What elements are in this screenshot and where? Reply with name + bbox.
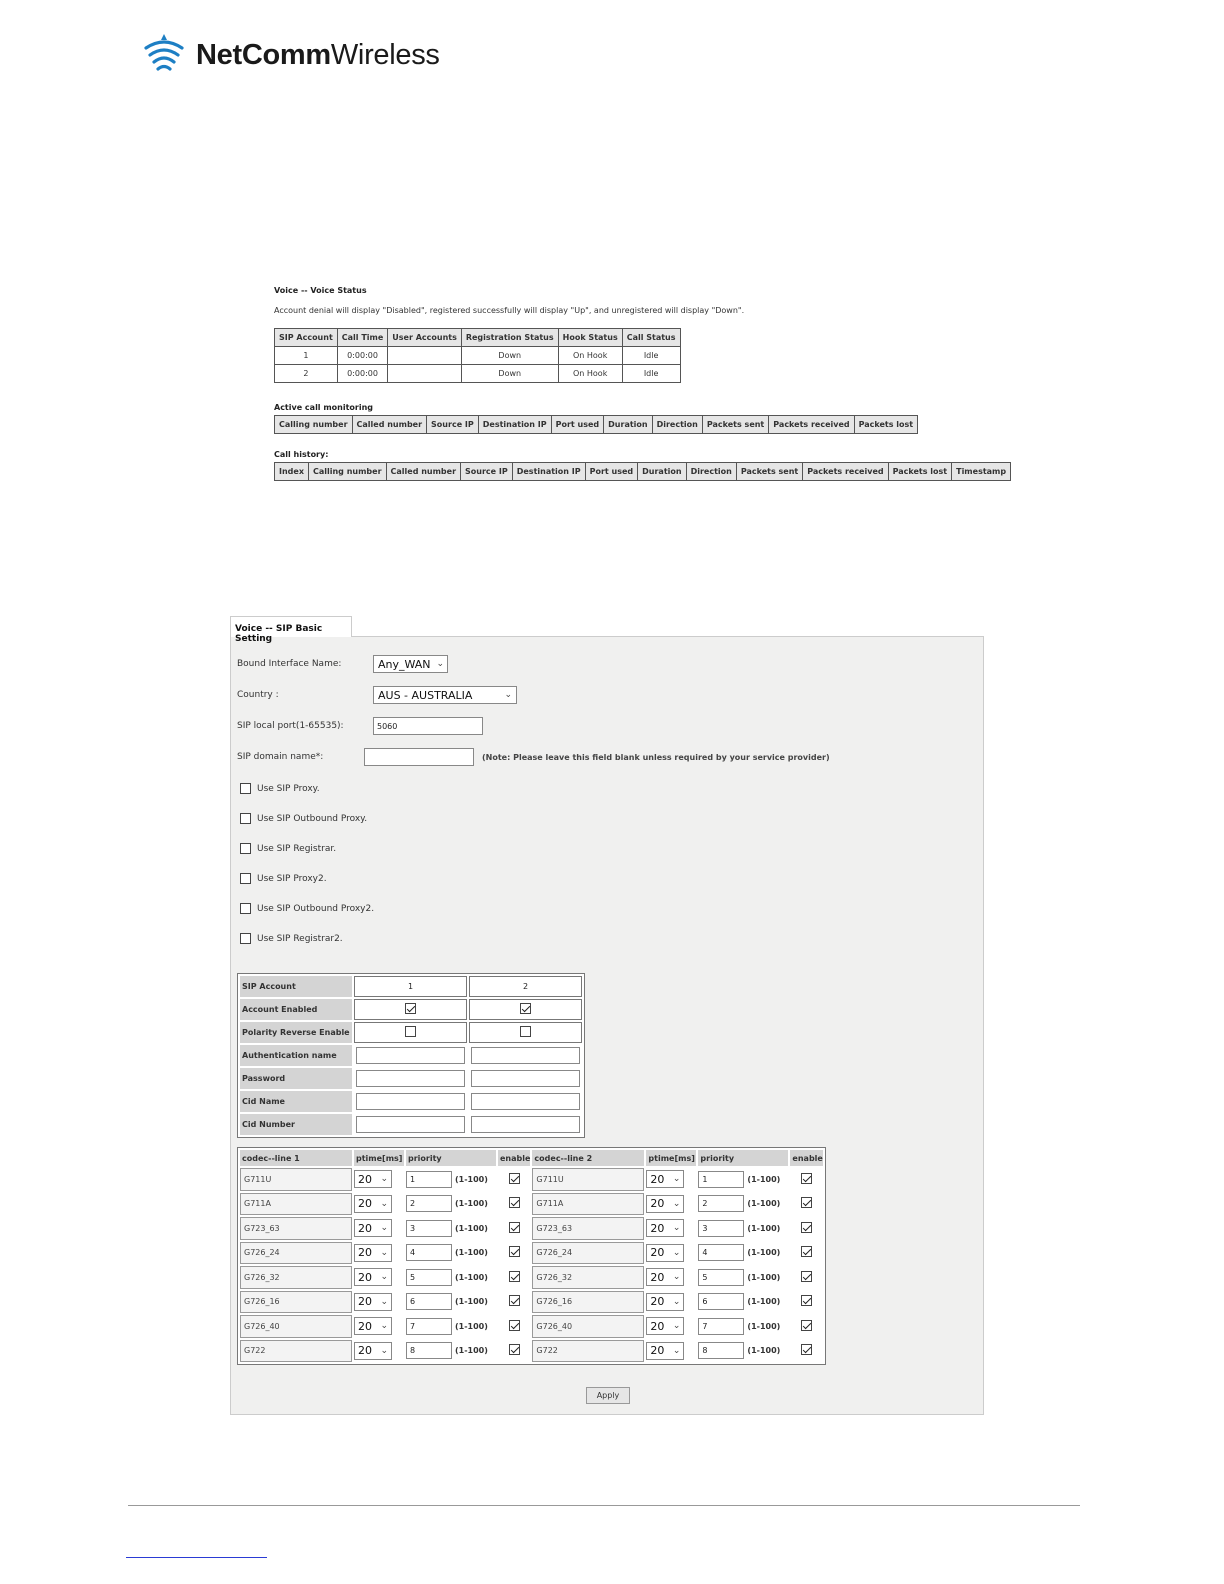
account-1-cid-number-input[interactable] bbox=[356, 1116, 465, 1133]
sip-settings-body bbox=[230, 636, 984, 1415]
priority-input[interactable]: 4 bbox=[698, 1244, 744, 1261]
status-col-header: Call Status bbox=[622, 329, 680, 347]
chevron-down-icon: ⌄ bbox=[436, 659, 445, 669]
history-col-header: Called number bbox=[386, 463, 461, 481]
chevron-down-icon: ⌄ bbox=[672, 1321, 681, 1332]
ptime-value: 20 bbox=[358, 1270, 372, 1284]
polarity-reverse-label: Polarity Reverse Enable bbox=[240, 1022, 352, 1043]
ptime-cell bbox=[646, 1217, 696, 1240]
ptime-value: 20 bbox=[650, 1319, 665, 1333]
footer-divider bbox=[128, 1505, 1080, 1506]
sip-option-label: Use SIP Registrar2. bbox=[257, 933, 343, 944]
codec-enable-checkbox[interactable] bbox=[801, 1271, 812, 1282]
account-2-password-input[interactable] bbox=[471, 1070, 580, 1087]
codec-enable-checkbox[interactable] bbox=[509, 1246, 520, 1257]
sip-option-label: Use SIP Registrar. bbox=[257, 843, 337, 854]
tab-sip-basic-setting[interactable]: Voice -- SIP Basic Setting bbox=[230, 616, 352, 637]
codec-col-header: enable bbox=[498, 1150, 530, 1166]
codec-enable-checkbox[interactable] bbox=[509, 1271, 520, 1282]
priority-input[interactable]: 3 bbox=[406, 1220, 452, 1237]
priority-range: (1-100) bbox=[747, 1223, 781, 1233]
enable-cell bbox=[498, 1291, 530, 1314]
status-cell: Idle bbox=[622, 347, 680, 365]
status-cell: 2 bbox=[275, 365, 338, 383]
priority-range: (1-100) bbox=[747, 1321, 781, 1331]
ptime-select[interactable] bbox=[646, 1244, 684, 1262]
codec-enable-checkbox[interactable] bbox=[801, 1295, 812, 1306]
priority-range: (1-100) bbox=[455, 1297, 488, 1307]
country-label: Country : bbox=[237, 690, 279, 700]
priority-input[interactable]: 7 bbox=[406, 1318, 452, 1335]
cid-number-label: Cid Number bbox=[240, 1114, 352, 1135]
sip-domain-note: (Note: Please leave this field blank unless required by your service provider) bbox=[482, 752, 830, 762]
status-cell: Down bbox=[461, 347, 558, 365]
ptime-value: 20 bbox=[650, 1221, 665, 1235]
codec-name: G726_24 bbox=[532, 1242, 644, 1265]
codec-name: G723_63 bbox=[532, 1217, 644, 1240]
codec-col-header: priority bbox=[698, 1150, 788, 1166]
codec-row bbox=[240, 1168, 823, 1191]
history-col-header: Duration bbox=[638, 463, 686, 481]
sip-port-row bbox=[237, 717, 483, 735]
active-col-header: Source IP bbox=[427, 416, 479, 434]
sip-option-row[interactable] bbox=[240, 873, 327, 884]
codec-row bbox=[240, 1340, 823, 1363]
codec-enable-checkbox[interactable] bbox=[801, 1246, 812, 1257]
codec-enable-checkbox[interactable] bbox=[801, 1320, 812, 1331]
priority-cell bbox=[406, 1266, 496, 1289]
ptime-cell bbox=[646, 1193, 696, 1216]
codec-name: G722 bbox=[240, 1340, 352, 1363]
codec-row bbox=[240, 1315, 823, 1338]
codec-name: G711A bbox=[240, 1193, 352, 1216]
sip-account-2-label: 2 bbox=[469, 976, 582, 997]
status-cell: On Hook bbox=[558, 365, 622, 383]
priority-range: (1-100) bbox=[747, 1174, 781, 1184]
ptime-cell bbox=[354, 1242, 404, 1265]
active-col-header: Duration bbox=[604, 416, 652, 434]
priority-range: (1-100) bbox=[455, 1272, 488, 1282]
codec-row bbox=[240, 1266, 823, 1289]
codec-table bbox=[237, 1147, 826, 1365]
status-cell: 0:00:00 bbox=[337, 347, 388, 365]
footer-link-underline[interactable] bbox=[126, 1557, 267, 1558]
priority-cell bbox=[698, 1217, 788, 1240]
ptime-value: 20 bbox=[358, 1221, 372, 1235]
history-col-header: Timestamp bbox=[952, 463, 1011, 481]
chevron-down-icon: ⌄ bbox=[380, 1345, 388, 1356]
status-col-header: Registration Status bbox=[461, 329, 558, 347]
ptime-cell bbox=[646, 1242, 696, 1265]
sip-account-header: SIP Account bbox=[240, 976, 352, 997]
history-col-header: Source IP bbox=[461, 463, 513, 481]
active-col-header: Direction bbox=[652, 416, 702, 434]
ptime-value: 20 bbox=[650, 1246, 665, 1260]
history-col-header: Packets lost bbox=[888, 463, 952, 481]
priority-cell bbox=[406, 1168, 496, 1191]
status-col-header: Hook Status bbox=[558, 329, 622, 347]
codec-enable-checkbox[interactable] bbox=[509, 1344, 520, 1355]
ptime-cell bbox=[354, 1266, 404, 1289]
ptime-select[interactable] bbox=[354, 1342, 392, 1360]
codec-enable-checkbox[interactable] bbox=[509, 1295, 520, 1306]
codec-name: G711U bbox=[532, 1168, 644, 1191]
priority-cell bbox=[698, 1315, 788, 1338]
codec-enable-checkbox[interactable] bbox=[509, 1320, 520, 1331]
active-col-header: Packets sent bbox=[702, 416, 768, 434]
history-col-header: Index bbox=[275, 463, 309, 481]
priority-cell bbox=[406, 1340, 496, 1363]
status-cell: 1 bbox=[275, 347, 338, 365]
codec-row bbox=[240, 1217, 823, 1240]
chevron-down-icon: ⌄ bbox=[672, 1174, 681, 1185]
codec-name: G723_63 bbox=[240, 1217, 352, 1240]
codec-name: G722 bbox=[532, 1340, 644, 1363]
priority-range: (1-100) bbox=[747, 1248, 781, 1258]
account-1-enabled-checkbox[interactable] bbox=[405, 1003, 416, 1014]
chevron-down-icon: ⌄ bbox=[672, 1223, 681, 1234]
status-cell: 0:00:00 bbox=[337, 365, 388, 383]
sip-domain-input[interactable] bbox=[364, 748, 474, 766]
enable-cell bbox=[790, 1266, 822, 1289]
codec-enable-checkbox[interactable] bbox=[509, 1222, 520, 1233]
priority-input[interactable]: 1 bbox=[698, 1171, 744, 1188]
sip-account-1-label: 1 bbox=[354, 976, 467, 997]
ptime-value: 20 bbox=[650, 1172, 665, 1186]
codec-name: G726_32 bbox=[532, 1266, 644, 1289]
priority-cell bbox=[698, 1291, 788, 1314]
codec-name: G726_16 bbox=[240, 1291, 352, 1314]
account-2-enabled-checkbox[interactable] bbox=[520, 1003, 531, 1014]
chevron-down-icon: ⌄ bbox=[380, 1296, 388, 1307]
chevron-down-icon: ⌄ bbox=[380, 1174, 388, 1185]
priority-cell bbox=[406, 1193, 496, 1216]
sip-option-label: Use SIP Proxy. bbox=[257, 783, 320, 794]
account-1-auth-input[interactable] bbox=[356, 1047, 465, 1064]
ptime-cell bbox=[646, 1340, 696, 1363]
voice-status-description: Account denial will display "Disabled", registered successfully will display "Up", and unregistered will display "Down". bbox=[274, 306, 745, 315]
ptime-select[interactable] bbox=[646, 1268, 684, 1286]
bound-interface-label: Bound Interface Name: bbox=[237, 659, 342, 669]
codec-name: G726_32 bbox=[240, 1266, 352, 1289]
history-col-header: Calling number bbox=[308, 463, 386, 481]
ptime-cell bbox=[354, 1168, 404, 1191]
authentication-name-label: Authentication name bbox=[240, 1045, 352, 1066]
active-col-header: Destination IP bbox=[478, 416, 551, 434]
history-col-header: Destination IP bbox=[512, 463, 585, 481]
sip-port-label: SIP local port(1-65535): bbox=[237, 721, 344, 731]
priority-cell bbox=[406, 1315, 496, 1338]
codec-row bbox=[240, 1242, 823, 1265]
password-label: Password bbox=[240, 1068, 352, 1089]
call-history-table bbox=[274, 462, 1011, 481]
ptime-value: 20 bbox=[358, 1319, 372, 1333]
codec-enable-checkbox[interactable] bbox=[509, 1197, 520, 1208]
country-row bbox=[237, 686, 517, 704]
voice-status-section bbox=[274, 286, 1007, 481]
ptime-select[interactable] bbox=[646, 1219, 684, 1237]
voice-status-table bbox=[274, 328, 681, 383]
table-row bbox=[275, 347, 681, 365]
account-2-polarity-checkbox[interactable] bbox=[520, 1026, 531, 1037]
enable-cell bbox=[790, 1315, 822, 1338]
ptime-cell bbox=[354, 1315, 404, 1338]
active-col-header: Port used bbox=[551, 416, 604, 434]
priority-range: (1-100) bbox=[455, 1321, 488, 1331]
ptime-cell bbox=[646, 1315, 696, 1338]
active-col-header: Packets received bbox=[769, 416, 854, 434]
status-cell: Down bbox=[461, 365, 558, 383]
enable-cell bbox=[498, 1217, 530, 1240]
chevron-down-icon: ⌄ bbox=[380, 1223, 388, 1234]
chevron-down-icon: ⌄ bbox=[672, 1198, 681, 1209]
sip-domain-row bbox=[237, 748, 830, 766]
status-cell bbox=[388, 365, 462, 383]
priority-input[interactable]: 8 bbox=[406, 1342, 452, 1359]
status-cell bbox=[388, 347, 462, 365]
table-row bbox=[275, 365, 681, 383]
account-2-auth-input[interactable] bbox=[471, 1047, 580, 1064]
chevron-down-icon: ⌄ bbox=[672, 1296, 681, 1307]
sip-account-table bbox=[237, 973, 585, 1138]
priority-input[interactable]: 4 bbox=[406, 1244, 452, 1261]
sip-option-row[interactable] bbox=[240, 813, 367, 824]
codec-col-header: ptime[ms] bbox=[354, 1150, 404, 1166]
sip-option-checkbox[interactable] bbox=[240, 933, 251, 944]
ptime-cell bbox=[646, 1266, 696, 1289]
priority-range: (1-100) bbox=[455, 1346, 488, 1356]
chevron-down-icon: ⌄ bbox=[380, 1272, 388, 1283]
priority-cell bbox=[406, 1217, 496, 1240]
priority-cell bbox=[698, 1168, 788, 1191]
enable-cell bbox=[498, 1266, 530, 1289]
sip-option-row[interactable] bbox=[240, 933, 343, 944]
call-history-label: Call history: bbox=[274, 450, 329, 459]
priority-range: (1-100) bbox=[455, 1248, 488, 1258]
codec-enable-checkbox[interactable] bbox=[509, 1173, 520, 1184]
codec-col-header: ptime[ms] bbox=[646, 1150, 696, 1166]
priority-cell bbox=[406, 1291, 496, 1314]
ptime-cell bbox=[646, 1168, 696, 1191]
sip-option-label: Use SIP Proxy2. bbox=[257, 873, 327, 884]
codec-row bbox=[240, 1193, 823, 1216]
sip-option-checkbox[interactable] bbox=[240, 903, 251, 914]
priority-input[interactable]: 1 bbox=[406, 1171, 452, 1188]
history-col-header: Packets received bbox=[803, 463, 888, 481]
sip-option-row[interactable] bbox=[240, 843, 336, 854]
sip-port-input[interactable]: 5060 bbox=[373, 717, 483, 735]
ptime-select[interactable] bbox=[354, 1170, 392, 1188]
enable-cell bbox=[790, 1168, 822, 1191]
sip-option-label: Use SIP Outbound Proxy. bbox=[257, 813, 368, 824]
status-col-header: Call Time bbox=[337, 329, 388, 347]
codec-enable-checkbox[interactable] bbox=[801, 1173, 812, 1184]
status-col-header: User Accounts bbox=[388, 329, 462, 347]
priority-input[interactable]: 5 bbox=[698, 1269, 744, 1286]
status-col-header: SIP Account bbox=[275, 329, 338, 347]
priority-range: (1-100) bbox=[747, 1272, 781, 1282]
priority-range: (1-100) bbox=[747, 1346, 781, 1356]
ptime-value: 20 bbox=[358, 1172, 372, 1186]
ptime-select[interactable] bbox=[646, 1342, 684, 1360]
priority-cell bbox=[698, 1242, 788, 1265]
chevron-down-icon: ⌄ bbox=[672, 1272, 681, 1283]
sip-domain-label: SIP domain name*: bbox=[237, 752, 324, 762]
codec-col-header: codec--line 1 bbox=[240, 1150, 352, 1166]
sip-option-label: Use SIP Outbound Proxy2. bbox=[257, 903, 375, 914]
ptime-select[interactable] bbox=[354, 1219, 392, 1237]
account-1-password-input[interactable] bbox=[356, 1070, 465, 1087]
codec-name: G726_40 bbox=[240, 1315, 352, 1338]
chevron-down-icon: ⌄ bbox=[672, 1345, 681, 1356]
codec-col-header: enable bbox=[790, 1150, 822, 1166]
ptime-value: 20 bbox=[650, 1270, 665, 1284]
codec-enable-checkbox[interactable] bbox=[801, 1197, 812, 1208]
active-col-header: Called number bbox=[352, 416, 427, 434]
chevron-down-icon: ⌄ bbox=[380, 1247, 388, 1258]
enable-cell bbox=[498, 1340, 530, 1363]
sip-option-checkbox[interactable] bbox=[240, 783, 251, 794]
priority-range: (1-100) bbox=[747, 1297, 781, 1307]
enable-cell bbox=[790, 1340, 822, 1363]
ptime-cell bbox=[354, 1291, 404, 1314]
sip-option-checkbox[interactable] bbox=[240, 843, 251, 854]
apply-button[interactable]: Apply bbox=[586, 1387, 630, 1404]
priority-cell bbox=[406, 1242, 496, 1265]
ptime-value: 20 bbox=[358, 1246, 372, 1260]
account-2-cid-name-input[interactable] bbox=[471, 1093, 580, 1110]
account-enabled-label: Account Enabled bbox=[240, 999, 352, 1020]
brand-name: NetCommWireless bbox=[196, 38, 440, 71]
account-2-cid-number-input[interactable] bbox=[471, 1116, 580, 1133]
codec-enable-checkbox[interactable] bbox=[801, 1344, 812, 1355]
enable-cell bbox=[790, 1193, 822, 1216]
priority-input[interactable]: 8 bbox=[698, 1342, 744, 1359]
ptime-select[interactable] bbox=[354, 1268, 392, 1286]
bound-interface-row bbox=[237, 655, 448, 673]
account-1-polarity-checkbox[interactable] bbox=[405, 1026, 416, 1037]
sip-option-checkbox[interactable] bbox=[240, 813, 251, 824]
active-col-header: Packets lost bbox=[854, 416, 918, 434]
sip-basic-setting-panel bbox=[230, 616, 984, 1415]
ptime-value: 20 bbox=[358, 1197, 372, 1211]
priority-input[interactable]: 5 bbox=[406, 1269, 452, 1286]
codec-name: G711U bbox=[240, 1168, 352, 1191]
cid-name-label: Cid Name bbox=[240, 1091, 352, 1112]
sip-option-checkbox[interactable] bbox=[240, 873, 251, 884]
ptime-select[interactable] bbox=[354, 1244, 392, 1262]
codec-name: G726_16 bbox=[532, 1291, 644, 1314]
bound-interface-select[interactable]: Any_WAN ⌄ bbox=[373, 655, 448, 673]
history-col-header: Direction bbox=[686, 463, 736, 481]
ptime-select[interactable] bbox=[646, 1317, 684, 1335]
priority-input[interactable]: 3 bbox=[698, 1220, 744, 1237]
sip-option-row[interactable] bbox=[240, 783, 320, 794]
priority-cell bbox=[698, 1266, 788, 1289]
ptime-value: 20 bbox=[358, 1344, 372, 1358]
history-col-header: Port used bbox=[585, 463, 638, 481]
codec-name: G726_40 bbox=[532, 1315, 644, 1338]
enable-cell bbox=[790, 1291, 822, 1314]
ptime-select[interactable] bbox=[354, 1195, 392, 1213]
chevron-down-icon: ⌄ bbox=[380, 1198, 388, 1209]
enable-cell bbox=[790, 1242, 822, 1265]
ptime-value: 20 bbox=[650, 1197, 665, 1211]
codec-enable-checkbox[interactable] bbox=[801, 1222, 812, 1233]
status-cell: On Hook bbox=[558, 347, 622, 365]
chevron-down-icon: ⌄ bbox=[672, 1247, 681, 1258]
enable-cell bbox=[498, 1193, 530, 1216]
chevron-down-icon: ⌄ bbox=[504, 690, 512, 700]
active-call-label: Active call monitoring bbox=[274, 403, 374, 412]
priority-cell bbox=[698, 1193, 788, 1216]
sip-option-row[interactable] bbox=[240, 903, 374, 914]
ptime-select[interactable] bbox=[646, 1170, 684, 1188]
ptime-select[interactable] bbox=[354, 1317, 392, 1335]
priority-input[interactable]: 7 bbox=[698, 1318, 744, 1335]
status-cell: Idle bbox=[622, 365, 680, 383]
ptime-cell bbox=[646, 1291, 696, 1314]
ptime-value: 20 bbox=[650, 1344, 665, 1358]
enable-cell bbox=[498, 1315, 530, 1338]
priority-cell bbox=[698, 1340, 788, 1363]
codec-name: G711A bbox=[532, 1193, 644, 1216]
active-col-header: Calling number bbox=[275, 416, 353, 434]
priority-input[interactable]: 6 bbox=[406, 1293, 452, 1310]
codec-row bbox=[240, 1291, 823, 1314]
ptime-select[interactable] bbox=[646, 1195, 684, 1213]
codec-col-header: codec--line 2 bbox=[532, 1150, 644, 1166]
codec-name: G726_24 bbox=[240, 1242, 352, 1265]
ptime-value: 20 bbox=[650, 1295, 665, 1309]
active-call-table bbox=[274, 415, 918, 434]
priority-range: (1-100) bbox=[455, 1223, 488, 1233]
enable-cell bbox=[498, 1168, 530, 1191]
ptime-cell bbox=[354, 1193, 404, 1216]
ptime-value: 20 bbox=[358, 1295, 372, 1309]
ptime-select[interactable] bbox=[354, 1293, 392, 1311]
priority-input[interactable]: 6 bbox=[698, 1293, 744, 1310]
netcomm-logo bbox=[140, 30, 440, 80]
voice-status-title: Voice -- Voice Status bbox=[274, 286, 367, 295]
enable-cell bbox=[498, 1242, 530, 1265]
ptime-select[interactable] bbox=[646, 1293, 684, 1311]
codec-col-header: priority bbox=[406, 1150, 496, 1166]
priority-range: (1-100) bbox=[455, 1199, 488, 1209]
enable-cell bbox=[790, 1217, 822, 1240]
ptime-cell bbox=[354, 1217, 404, 1240]
ptime-cell bbox=[354, 1340, 404, 1363]
priority-input[interactable]: 2 bbox=[406, 1195, 452, 1212]
history-col-header: Packets sent bbox=[736, 463, 802, 481]
country-select[interactable]: AUS - AUSTRALIA ⌄ bbox=[373, 686, 517, 704]
priority-range: (1-100) bbox=[747, 1199, 781, 1209]
account-1-cid-name-input[interactable] bbox=[356, 1093, 465, 1110]
chevron-down-icon: ⌄ bbox=[380, 1321, 388, 1332]
priority-input[interactable]: 2 bbox=[698, 1195, 744, 1212]
priority-range: (1-100) bbox=[455, 1174, 488, 1184]
wireless-signal-icon bbox=[140, 32, 188, 78]
